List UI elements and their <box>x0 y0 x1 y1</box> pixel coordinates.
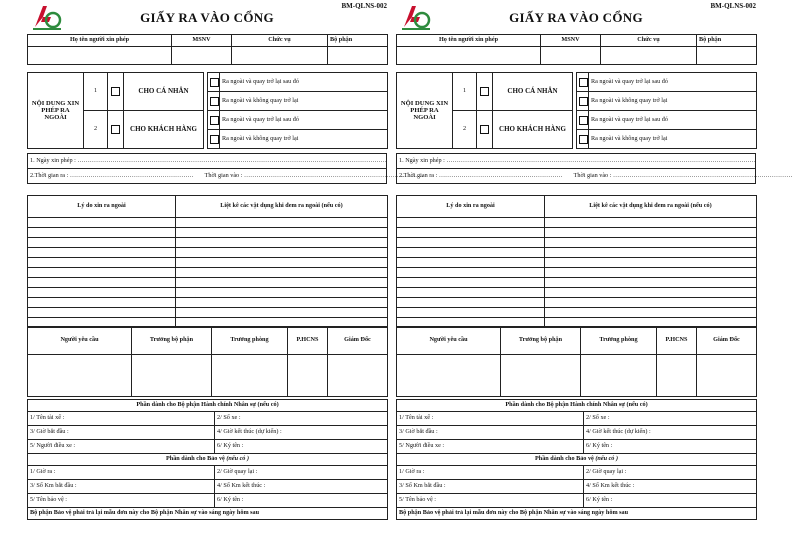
personal-label: CHO CÁ NHÂN <box>493 73 573 111</box>
reason-line[interactable] <box>28 238 176 248</box>
guard-section-title <box>28 454 388 466</box>
personal-return-label: Ra ngoài và quay trở lại sau đó <box>220 73 388 92</box>
signer-dept-head: Trưởng bộ phận <box>132 327 212 355</box>
signer-dept-head: Trưởng bộ phận <box>501 327 581 355</box>
gate-pass-form-left <box>27 0 424 543</box>
reason-line[interactable] <box>397 308 545 318</box>
guard-name-field[interactable]: 5/ Tên bảo vệ : <box>397 494 584 508</box>
customer-return-checkbox[interactable] <box>579 116 588 125</box>
guard-time-back-field[interactable]: 2/ Giờ quay lại : <box>584 466 757 480</box>
department-field[interactable] <box>328 47 388 65</box>
form-title: GIẤY RA VÀO CỔNG <box>509 10 643 25</box>
personal-return-checkbox[interactable] <box>210 78 219 87</box>
km-end-field[interactable]: 4/ Số Km kết thúc : <box>584 480 757 494</box>
signature-manager[interactable] <box>212 355 288 397</box>
km-end-field[interactable]: 4/ Số Km kết thúc : <box>215 480 388 494</box>
items-line[interactable] <box>176 248 388 258</box>
items-line[interactable] <box>545 268 757 278</box>
reason-line[interactable] <box>28 298 176 308</box>
items-line[interactable] <box>545 308 757 318</box>
position-field[interactable] <box>601 47 697 65</box>
name-field[interactable] <box>28 47 172 65</box>
reason-line[interactable] <box>28 288 176 298</box>
name-field[interactable] <box>397 47 541 65</box>
guard-section-note: (nếu có ) <box>226 455 250 463</box>
start-time-field[interactable]: 3/ Giờ bắt đầu : <box>397 426 584 440</box>
items-line[interactable] <box>176 288 388 298</box>
reason-line[interactable] <box>28 278 176 288</box>
reason-header: Lý do xin ra ngoài <box>397 196 545 218</box>
content-table <box>396 72 757 149</box>
items-line[interactable] <box>176 238 388 248</box>
customer-return-label: Ra ngoài và quay trở lại sau đó <box>589 111 757 130</box>
reason-line[interactable] <box>28 248 176 258</box>
msnv-header: MSNV <box>172 35 232 47</box>
reason-line[interactable] <box>28 308 176 318</box>
department-header: Bộ phận <box>697 35 757 47</box>
time-in-line: Thời gian vào : …………………………………………………………………………… <box>204 171 424 179</box>
dispatcher-field[interactable]: 5/ Người điều xe : <box>28 440 215 454</box>
reason-line[interactable] <box>397 248 545 258</box>
items-line[interactable] <box>176 258 388 268</box>
time-table <box>396 153 792 184</box>
signer-manager: Trưởng phòng <box>212 327 288 355</box>
plate-field[interactable]: 2/ Số xe : <box>584 412 757 426</box>
time-in-line: Thời gian vào : …………………………………………………………………………… <box>573 171 792 179</box>
customer-return-checkbox[interactable] <box>210 116 219 125</box>
time-out-line: 2.Thời gian ra : …………………………………………………… <box>399 171 563 179</box>
reason-line[interactable] <box>397 288 545 298</box>
personal-return-checkbox[interactable] <box>579 78 588 87</box>
personal-label: CHO CÁ NHÂN <box>124 73 204 111</box>
customer-return-label: Ra ngoài và quay trở lại sau đó <box>220 111 388 130</box>
signer-director: Giám Đốc <box>328 327 388 355</box>
signature-manager[interactable] <box>581 355 657 397</box>
customer-no-return-label: Ra ngoài và không quay trở lại <box>589 130 757 149</box>
request-date-line[interactable]: 1. Ngày xin phép : …………………………………………………………………………………………………………………………………… <box>28 154 387 169</box>
requester-table <box>27 34 388 65</box>
guard-time-back-field[interactable]: 2/ Giờ quay lại : <box>215 466 388 480</box>
signer-requester: Người yêu cầu <box>28 327 132 355</box>
content-label: NỘI DUNG XIN PHÉP RA NGOÀI <box>397 73 453 149</box>
name-header: Họ tên người xin phép <box>397 35 541 47</box>
guard-time-out-field[interactable]: 1/ Giờ ra : <box>28 466 215 480</box>
end-time-field[interactable]: 4/ Giờ kết thúc (dự kiến) : <box>584 426 757 440</box>
items-line[interactable] <box>176 268 388 278</box>
hr-sign-field[interactable]: 6/ Ký tên : <box>584 440 757 454</box>
hr-table <box>396 399 757 520</box>
guard-name-field[interactable]: 5/ Tên bảo vệ : <box>28 494 215 508</box>
reason-line[interactable] <box>397 228 545 238</box>
items-line[interactable] <box>545 298 757 308</box>
reason-line[interactable] <box>28 258 176 268</box>
personal-no-return-checkbox[interactable] <box>579 97 588 106</box>
customer-checkbox[interactable] <box>480 125 489 134</box>
reason-header: Lý do xin ra ngoài <box>28 196 176 218</box>
time-line[interactable] <box>28 169 424 184</box>
items-header: Liệt kê các vật dụng khi đem ra ngoài (nếu có) <box>545 196 757 218</box>
driver-field[interactable]: 1/ Tên tài xế : <box>397 412 584 426</box>
customer-index: 2 <box>453 111 477 149</box>
items-line[interactable] <box>545 258 757 268</box>
end-time-field[interactable]: 4/ Giờ kết thúc (dự kiến) : <box>215 426 388 440</box>
msnv-header: MSNV <box>541 35 601 47</box>
time-line[interactable] <box>397 169 792 184</box>
items-line[interactable] <box>176 228 388 238</box>
personal-no-return-label: Ra ngoài và không quay trở lại <box>220 92 388 111</box>
signature-director[interactable] <box>697 355 757 397</box>
items-line[interactable] <box>176 278 388 288</box>
start-time-field[interactable]: 3/ Giờ bắt đầu : <box>28 426 215 440</box>
reason-line[interactable] <box>397 238 545 248</box>
items-line[interactable] <box>545 228 757 238</box>
name-header: Họ tên người xin phép <box>28 35 172 47</box>
customer-label: CHO KHÁCH HÀNG <box>124 111 204 149</box>
reason-line[interactable] <box>28 218 176 228</box>
signature-requester[interactable] <box>397 355 501 397</box>
items-line[interactable] <box>545 238 757 248</box>
reason-items-table <box>396 195 757 328</box>
signer-requester: Người yêu cầu <box>397 327 501 355</box>
items-line[interactable] <box>176 298 388 308</box>
hr-table <box>27 399 388 520</box>
customer-index: 2 <box>84 111 108 149</box>
customer-no-return-checkbox[interactable] <box>210 135 219 144</box>
items-line[interactable] <box>545 278 757 288</box>
requester-table <box>396 34 757 65</box>
personal-checkbox[interactable] <box>111 87 120 96</box>
customer-label: CHO KHÁCH HÀNG <box>493 111 573 149</box>
personal-index: 1 <box>453 73 477 111</box>
reason-line[interactable] <box>397 268 545 278</box>
msnv-field[interactable] <box>172 47 232 65</box>
form-code: BM-QLNS-002 <box>710 2 756 10</box>
signature-dept-head[interactable] <box>132 355 212 397</box>
position-header: Chức vụ <box>601 35 697 47</box>
plate-field[interactable]: 2/ Số xe : <box>215 412 388 426</box>
items-line[interactable] <box>545 288 757 298</box>
footer-note: Bộ phận Bảo vệ phải trả lại mẫu đơn này cho Bộ phận Nhân sự vào sáng ngày hôm sau <box>397 508 757 520</box>
time-out-line: 2.Thời gian ra : …………………………………………………… <box>30 171 194 179</box>
signature-director[interactable] <box>328 355 388 397</box>
msnv-field[interactable] <box>541 47 601 65</box>
km-start-field[interactable]: 3/ Số Km bắt đầu : <box>28 480 215 494</box>
signer-director: Giám Đốc <box>697 327 757 355</box>
approval-table <box>27 326 388 397</box>
guard-time-out-field[interactable]: 1/ Giờ ra : <box>397 466 584 480</box>
guard-section-note: (nếu có ) <box>595 455 619 463</box>
signature-hr[interactable] <box>657 355 697 397</box>
form-title: GIẤY RA VÀO CỔNG <box>140 10 274 25</box>
position-header: Chức vụ <box>232 35 328 47</box>
signature-requester[interactable] <box>28 355 132 397</box>
customer-no-return-checkbox[interactable] <box>579 135 588 144</box>
content-label: NỘI DUNG XIN PHÉP RA NGOÀI <box>28 73 84 149</box>
items-line[interactable] <box>176 308 388 318</box>
content-table <box>27 72 388 149</box>
reason-line[interactable] <box>28 228 176 238</box>
guard-section-label: Phần dành cho Bảo vệ <box>165 455 225 463</box>
footer-note: Bộ phận Bảo vệ phải trả lại mẫu đơn này cho Bộ phận Nhân sự vào sáng ngày hôm sau <box>28 508 388 520</box>
signer-manager: Trưởng phòng <box>581 327 657 355</box>
customer-no-return-label: Ra ngoài và không quay trở lại <box>220 130 388 149</box>
hr-sign-field[interactable]: 6/ Ký tên : <box>215 440 388 454</box>
reason-line[interactable] <box>397 218 545 228</box>
time-table <box>27 153 424 184</box>
personal-no-return-label: Ra ngoài và không quay trở lại <box>589 92 757 111</box>
reason-line[interactable] <box>397 278 545 288</box>
personal-return-label: Ra ngoài và quay trở lại sau đó <box>589 73 757 92</box>
guard-sign-field[interactable]: 6/ Ký tên : <box>215 494 388 508</box>
items-line[interactable] <box>176 218 388 228</box>
approval-table <box>396 326 757 397</box>
personal-index: 1 <box>84 73 108 111</box>
hr-section-title: Phần dành cho Bộ phận Hành chính Nhân sự (nếu có) <box>28 400 388 412</box>
signer-hr: P.HCNS <box>657 327 697 355</box>
signer-hr: P.HCNS <box>288 327 328 355</box>
reason-line[interactable] <box>397 298 545 308</box>
signature-dept-head[interactable] <box>501 355 581 397</box>
personal-no-return-checkbox[interactable] <box>210 97 219 106</box>
hr-section-title: Phần dành cho Bộ phận Hành chính Nhân sự (nếu có) <box>397 400 757 412</box>
form-code: BM-QLNS-002 <box>341 2 387 10</box>
position-field[interactable] <box>232 47 328 65</box>
reason-line[interactable] <box>28 268 176 278</box>
reason-line[interactable] <box>397 258 545 268</box>
guard-section-label: Phần dành cho Bảo vệ <box>534 455 594 463</box>
department-header: Bộ phận <box>328 35 388 47</box>
request-date-line[interactable]: 1. Ngày xin phép : …………………………………………………………………………………………………………………………………… <box>397 154 756 169</box>
department-field[interactable] <box>697 47 757 65</box>
personal-checkbox[interactable] <box>480 87 489 96</box>
guard-sign-field[interactable]: 6/ Ký tên : <box>584 494 757 508</box>
reason-items-table <box>27 195 388 328</box>
guard-section-title <box>397 454 757 466</box>
driver-field[interactable]: 1/ Tên tài xế : <box>28 412 215 426</box>
customer-checkbox[interactable] <box>111 125 120 134</box>
signature-hr[interactable] <box>288 355 328 397</box>
items-line[interactable] <box>545 248 757 258</box>
gate-pass-form-right <box>396 0 792 543</box>
km-start-field[interactable]: 3/ Số Km bắt đầu : <box>397 480 584 494</box>
dispatcher-field[interactable]: 5/ Người điều xe : <box>397 440 584 454</box>
items-header: Liệt kê các vật dụng khi đem ra ngoài (nếu có) <box>176 196 388 218</box>
items-line[interactable] <box>545 218 757 228</box>
